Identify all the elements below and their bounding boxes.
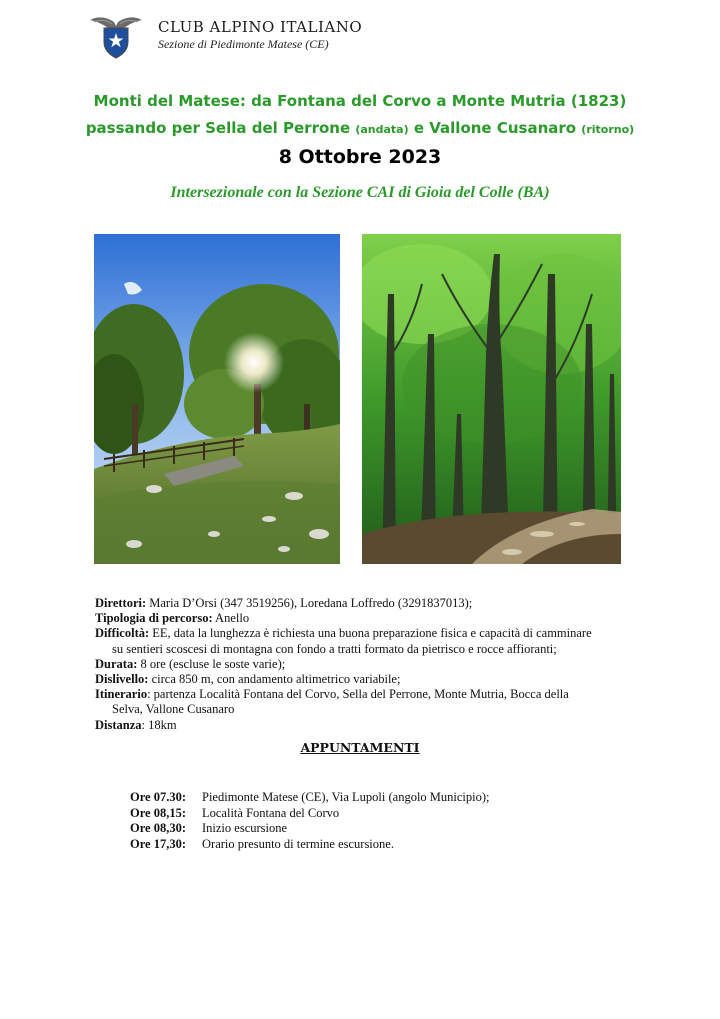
appointment-desc: Località Fontana del Corvo <box>202 805 340 820</box>
photo-meadow <box>94 234 340 564</box>
appointment-row <box>130 806 490 822</box>
club-block <box>158 18 362 52</box>
cai-logo-icon <box>88 12 144 60</box>
club-name: CLUB ALPINO ITALIANO <box>158 18 363 36</box>
appointment-time: Ore 07.30: <box>130 790 187 804</box>
appointment-row <box>130 837 490 853</box>
route-note-andata: (andata) <box>355 123 409 136</box>
distanza-label: Distanza <box>95 717 142 732</box>
distanza-row <box>95 718 655 733</box>
appointment-time: Ore 08,15: <box>130 805 187 820</box>
difficolta-value: EE, data la lunghezza è richiesta una buona preparazione fisica e capacità di camminare <box>149 626 592 641</box>
event-route <box>0 119 720 137</box>
difficolta-row <box>95 626 655 641</box>
photo-forest <box>362 234 621 564</box>
tipologia-label: Tipologia di percorso: <box>95 611 213 626</box>
appointments-title: APPUNTAMENTI <box>300 740 420 755</box>
appointment-desc: Inizio escursione <box>202 821 288 835</box>
durata-value: 8 ore (escluse le soste varie); <box>137 656 286 671</box>
appointment-desc: Orario presunto di termine escursione. <box>202 836 394 851</box>
itinerario-row <box>95 687 655 702</box>
route-part2: e Vallone Cusanaro <box>408 119 582 137</box>
itinerario-row-cont: Selva, Vallone Cusanaro <box>112 702 235 717</box>
direttori-row <box>95 596 655 611</box>
event-details <box>95 596 655 733</box>
header <box>88 12 362 60</box>
dislivello-label: Dislivello: <box>95 672 149 687</box>
direttori-label: Direttori: <box>95 596 147 610</box>
tipologia-row <box>95 611 655 626</box>
event-date: 8 Ottobre 2023 <box>278 146 442 168</box>
direttori-value: Maria D’Orsi (347 3519256), Loredana Loffredo (3291837013); <box>146 596 473 610</box>
itinerario-label: Itinerario <box>95 687 148 702</box>
appointment-row <box>130 821 490 837</box>
route-note-ritorno: (ritorno) <box>581 123 635 136</box>
appointments-heading <box>0 740 720 755</box>
appointment-time: Ore 17,30: <box>130 836 187 851</box>
itinerario-value: : partenza Località Fontana del Corvo, Sella del Perrone, Monte Mutria, Bocca della <box>147 687 569 702</box>
appointment-time: Ore 08,30: <box>130 821 187 835</box>
distanza-value: : 18km <box>141 717 177 732</box>
route-part1: passando per Sella del Perrone <box>85 119 356 137</box>
appointments-list <box>130 790 490 852</box>
event-subtitle: Intersezionale con la Sezione CAI di Gioia del Colle (BA) <box>170 184 550 201</box>
difficolta-row-cont: su sentieri scoscesi di montagna con fondo a tratti formato da pietrisco e rocce affioranti; <box>112 641 557 656</box>
durata-row <box>95 657 655 672</box>
appointment-row <box>130 790 490 806</box>
event-title: Monti del Matese: da Fontana del Corvo a Monte Mutria (1823) <box>93 92 627 110</box>
tipologia-value: Anello <box>212 611 250 626</box>
durata-label: Durata: <box>95 656 138 671</box>
dislivello-value: circa 850 m, con andamento altimetrico variabile; <box>148 672 401 687</box>
dislivello-row <box>95 672 655 687</box>
appointment-desc: Piedimonte Matese (CE), Via Lupoli (angolo Municipio); <box>202 790 490 804</box>
difficolta-label: Difficoltà: <box>95 626 150 641</box>
club-section: Sezione di Piedimonte Matese (CE) <box>158 37 329 51</box>
